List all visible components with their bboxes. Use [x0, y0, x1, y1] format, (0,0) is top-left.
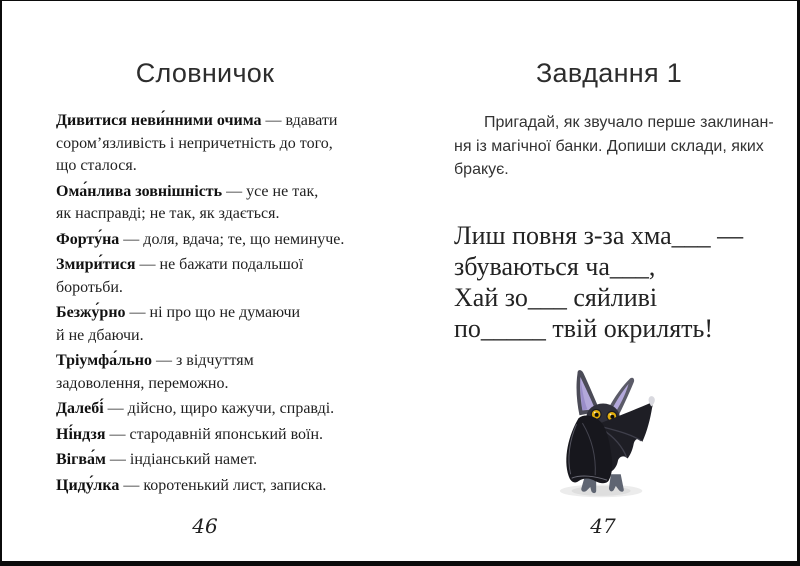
glossary-definition: — індіанський намет. — [109, 451, 258, 468]
page-number-left: 46 — [192, 514, 218, 538]
glossary-definition: — не бажати подальшої боротьби. — [56, 256, 304, 296]
glossary-term: Вігва́м — [56, 451, 106, 468]
poem-line: Лиш повня з-за хма___ — — [454, 220, 744, 250]
glossary-term: Ні́ндзя — [56, 425, 106, 443]
glossary-term: Далебі́ — [56, 400, 104, 417]
glossary-definition: — стародавній японський воїн. — [109, 425, 324, 443]
glossary-entry — [56, 302, 354, 347]
glossary-entry — [56, 475, 354, 498]
glossary-entry — [56, 229, 354, 252]
glossary-term: Змири́тися — [56, 256, 136, 273]
poem-line: збуваються ча___, — [454, 251, 656, 281]
task-instruction — [454, 111, 774, 182]
glossary-entry — [56, 181, 354, 226]
glossary-definition: — вдавати сором’язливість і непричетність до того, що сталося. — [56, 112, 338, 174]
glossary-definition: — з відчуттям задоволення, переможно. — [56, 352, 254, 392]
glossary-page — [56, 1, 354, 500]
glossary-definition: — усе не так, як насправді; не так, як здається. — [56, 182, 319, 222]
glossary-entry — [56, 424, 354, 447]
glossary-definition: — дійсно, щиро кажучи, справді. — [107, 400, 335, 417]
glossary-term: Тріумфа́льно — [56, 352, 152, 369]
glossary-entry — [56, 398, 354, 421]
glossary-entry — [56, 449, 354, 472]
glossary-entry — [56, 110, 354, 178]
glossary-term: Форту́на — [56, 230, 120, 248]
glossary-list — [56, 110, 354, 497]
task-heading: Завдання 1 — [535, 58, 683, 88]
instruction-line: ня із магічної банки. Допиши склади, яких — [454, 137, 764, 155]
instruction-line: бракує. — [454, 161, 509, 178]
glossary-term: Циду́лка — [56, 476, 120, 494]
glossary-entry — [56, 350, 354, 395]
glossary-heading: Словничок — [135, 58, 275, 88]
task-page — [454, 1, 774, 344]
glossary-definition: — ні про що не думаючи й не дбаючи. — [56, 304, 301, 344]
bat-shadow — [560, 485, 642, 498]
glossary-definition: — коротенький лист, записка. — [123, 476, 327, 494]
glossary-term: Безжу́рно — [56, 304, 126, 321]
poem-line: по_____ твій окрилять! — [454, 313, 714, 343]
glossary-definition: — доля, вдача; те, що неминуче. — [123, 230, 345, 248]
page-number-right: 47 — [590, 514, 616, 538]
instruction-line: Пригадай, як звучало перше заклинан- — [484, 114, 774, 131]
poem-line: Хай зо___ сяйливі — [454, 282, 658, 312]
glossary-term: Дивитися неви́нними очима — [56, 112, 262, 129]
fill-in-poem — [454, 220, 764, 344]
bat-illustration — [552, 364, 660, 500]
glossary-term: Ома́нлива зовнішність — [56, 182, 223, 200]
glossary-entry — [56, 254, 354, 299]
